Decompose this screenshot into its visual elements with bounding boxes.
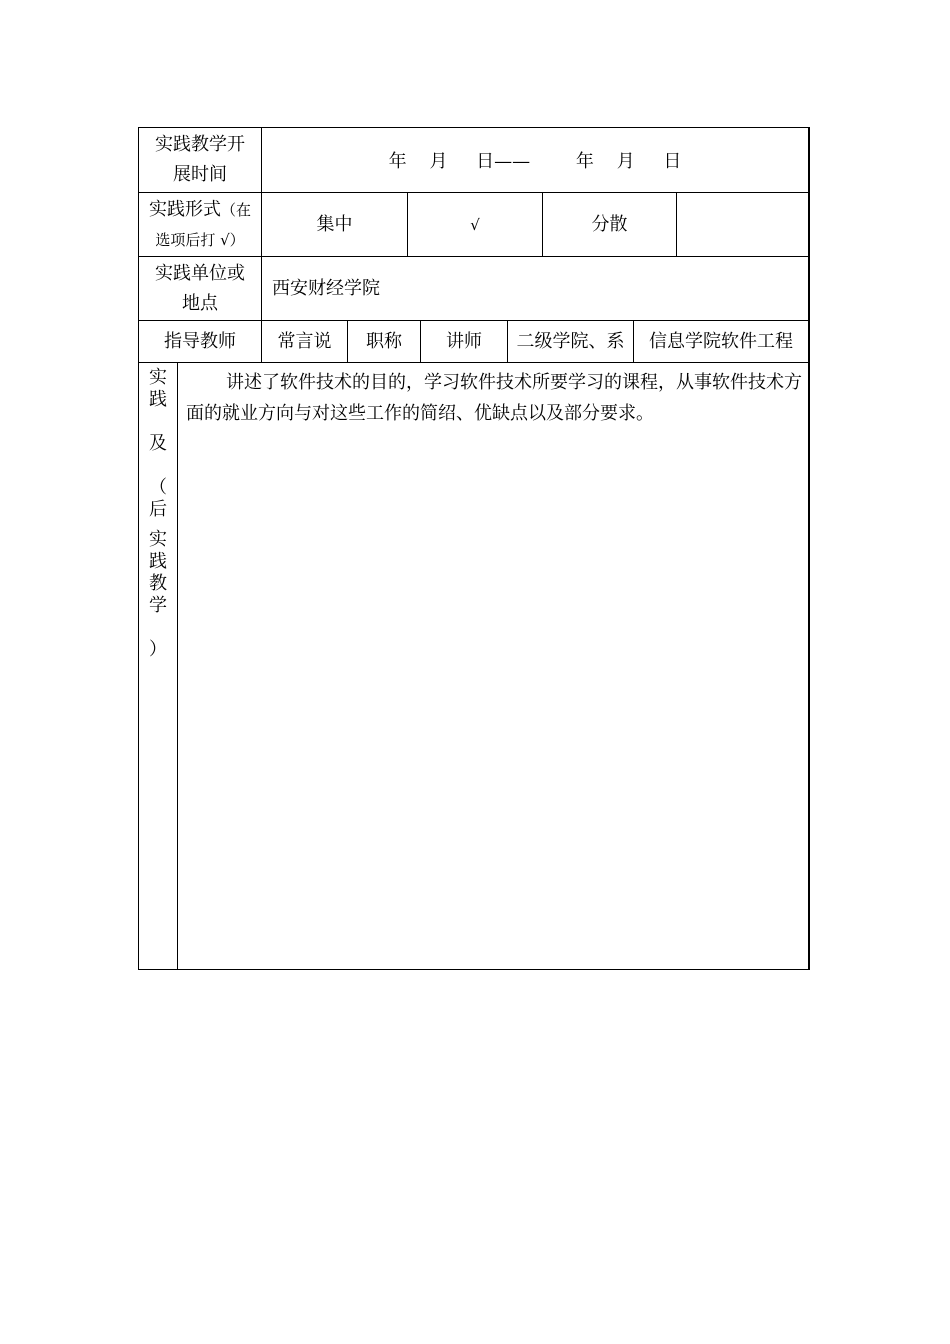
practice-form-label-line2: 选项后打 √） [155, 230, 245, 249]
side-char [139, 411, 177, 433]
practice-time-value [262, 128, 808, 192]
title-label-text: 职称 [366, 330, 402, 352]
department-value [634, 321, 808, 362]
option-centralized-mark [408, 193, 543, 256]
title-value [421, 321, 508, 362]
row-practice-place [139, 257, 808, 321]
side-char: 及 [149, 433, 167, 454]
title-label [348, 321, 421, 362]
title-value-text: 讲师 [446, 330, 482, 352]
practice-content-text: 讲述了软件技术的目的，学习软件技术所要学习的课程，从事软件技术方面的就业方向与对这些工作的简绍、优缺点以及部分要求。 [186, 372, 802, 424]
practice-place-label-line1: 实践单位或 [155, 262, 245, 284]
row-instructor [139, 321, 808, 363]
practice-time-label-line1: 实践教学开 [155, 134, 245, 155]
side-char: 教 [149, 573, 167, 594]
department-label [508, 321, 634, 362]
option-centralized-text: 集中 [316, 213, 353, 235]
practice-form-label-suffix: （在 [220, 200, 251, 219]
department-value-text: 信息学院软件工程 [649, 330, 793, 352]
practice-time-label-line2: 展时间 [173, 164, 227, 185]
side-char: 践 [149, 389, 167, 410]
instructor-name-text: 常言说 [277, 330, 332, 352]
instructor-label [139, 321, 262, 362]
practice-time-value-text: 年 月 日—— 年 月 日 [388, 151, 682, 172]
row-practice-time [139, 128, 808, 193]
practice-form-table [138, 127, 810, 970]
option-distributed-label [543, 193, 677, 256]
content-side-label [139, 363, 178, 969]
side-char [139, 617, 177, 639]
side-char: 践 [149, 551, 167, 572]
practice-place-label [139, 257, 262, 320]
practice-form-label-line1: 实践形式 [148, 198, 221, 220]
instructor-name [262, 321, 348, 362]
row-practice-content [139, 363, 808, 969]
side-char: 实 [149, 529, 167, 550]
row-practice-form [139, 193, 808, 257]
instructor-label-text: 指导教师 [164, 330, 236, 352]
option-centralized-label [262, 193, 408, 256]
practice-form-label-line1-wrap [149, 195, 251, 225]
side-char [139, 521, 177, 529]
side-char: 学 [149, 595, 167, 616]
option-distributed-text: 分散 [591, 213, 628, 235]
side-char: 后 [149, 499, 167, 520]
side-char: 实 [149, 367, 167, 388]
practice-place-value-text: 西安财经学院 [272, 277, 380, 299]
practice-form-label [139, 193, 262, 256]
option-distributed-mark [677, 193, 808, 256]
practice-time-label [139, 128, 262, 192]
practice-place-value [262, 257, 808, 320]
side-char: （ [149, 477, 167, 498]
practice-place-label-line2: 地点 [182, 292, 218, 314]
checkmark-icon: √ [470, 215, 480, 234]
side-char: ） [149, 639, 167, 660]
department-label-text: 二级学院、系 [516, 330, 625, 352]
side-char [139, 455, 177, 477]
